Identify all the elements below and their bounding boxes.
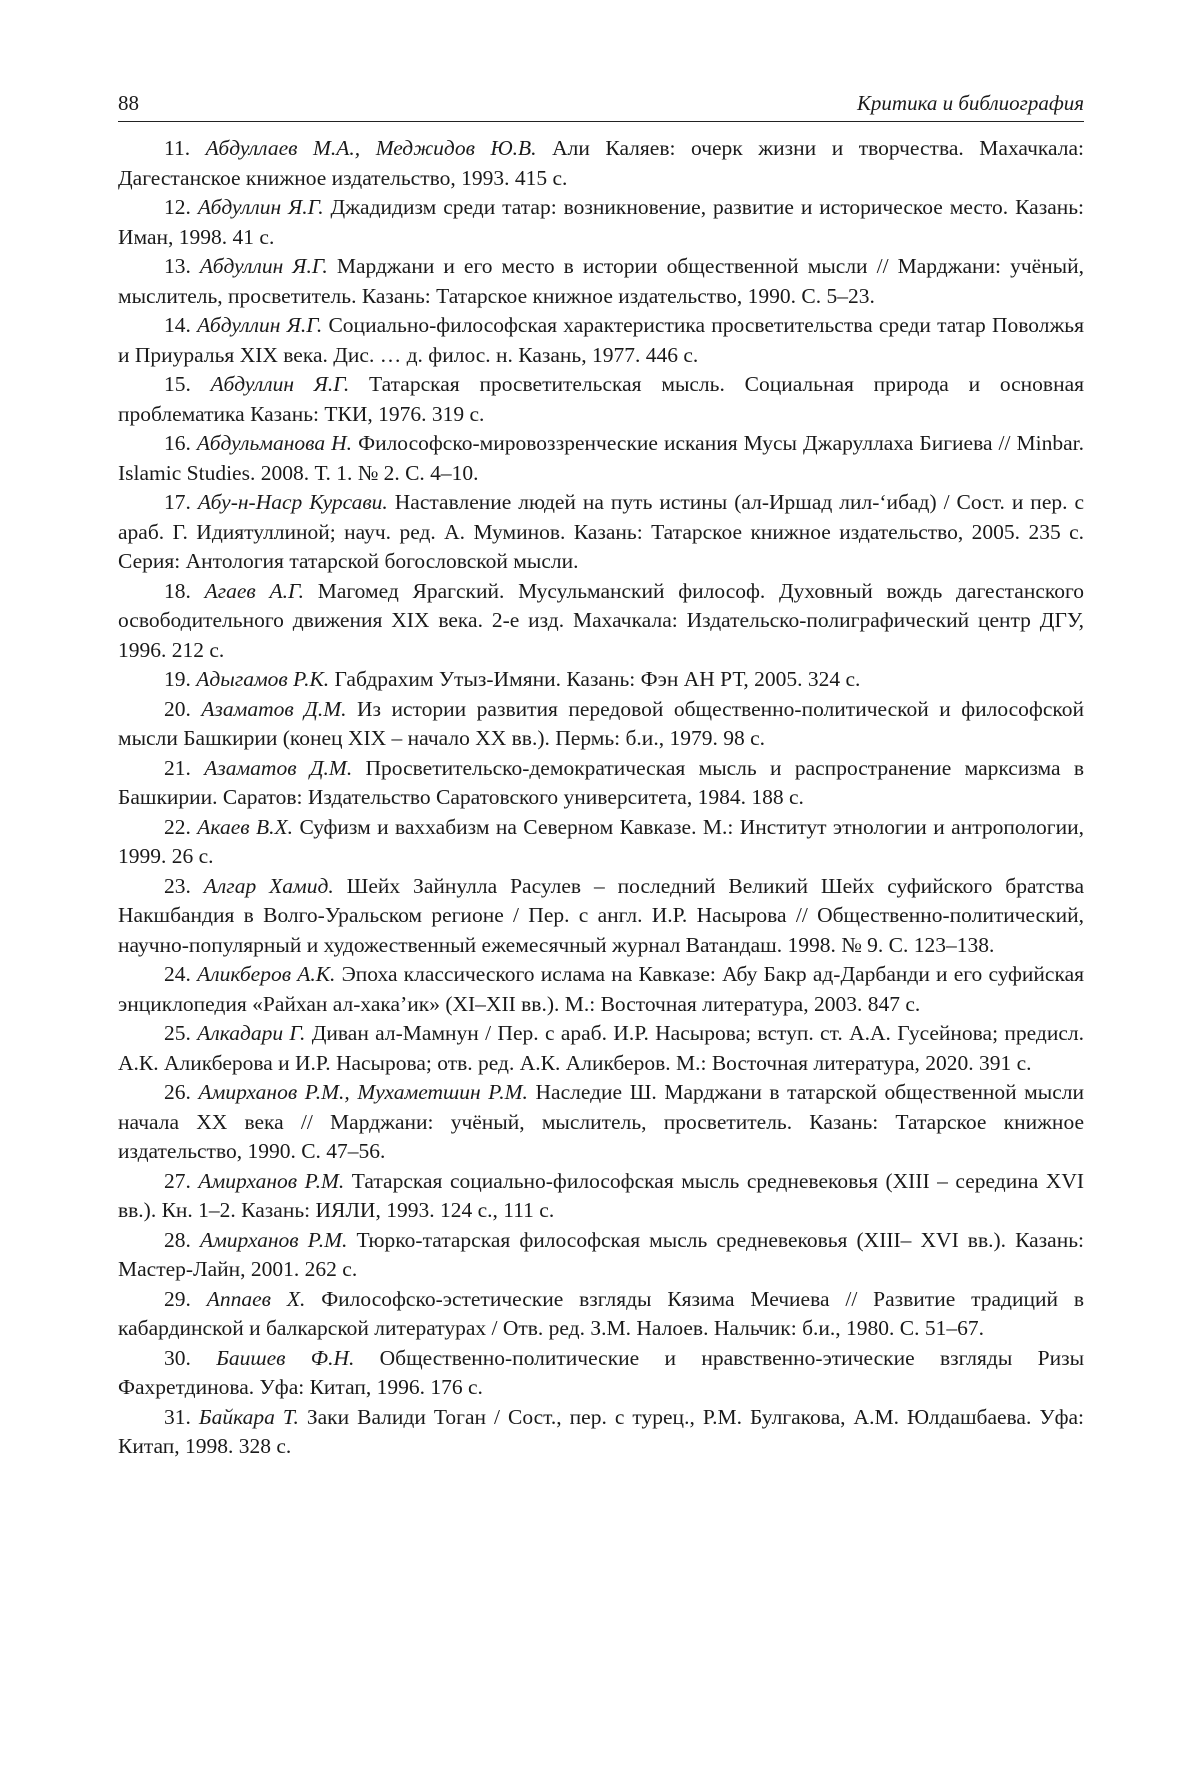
- document-page: [118, 88, 1084, 1462]
- bibliography-entry: [118, 1285, 1084, 1344]
- entry-text: Магомед Ярагский. Мусульманский философ. Духовный вождь дагестанского освободительного движения XIX века. 2-е изд. Махачкала: Издательско-полиграфический центр ДГУ, 1996. 212 с.: [118, 578, 1085, 662]
- entry-text: Просветительско-демократическая мысль и распространение марксизма в Башкирии. Саратов: Издательство Саратовского университета, 1984. 188 с.: [118, 755, 1084, 809]
- section-title: Критика и библиография: [856, 91, 1084, 115]
- bibliography-list: [118, 134, 1084, 1462]
- bibliography-entry: [118, 960, 1084, 1019]
- entry-text: Эпоха классического ислама на Кавказе: Абу Бакр ад-Дарбанди и его суфийская энциклопедия «Райхан ал-хака’ик» (XI–XII вв.). М.: Восточная литература, 2003. 847 с.: [118, 962, 1084, 1016]
- entry-number: 14.: [164, 313, 191, 337]
- entry-text: Философско-мировоззренческие искания Мусы Джаруллаха Бигиева // Minbar. Islamic Studies. 2008. Т. 1. № 2. С. 4–10.: [118, 431, 1085, 485]
- bibliography-entry: [118, 252, 1084, 311]
- entry-number: 16.: [164, 431, 191, 455]
- entry-text: Тюрко-татарская философская мысль средневековья (XIII– XVI вв.). Казань: Мастер-Лайн, 2001. 262 с.: [118, 1227, 1085, 1281]
- bibliography-entry: [118, 429, 1084, 488]
- bibliography-entry: [118, 1167, 1084, 1226]
- bibliography-entry: [118, 813, 1084, 872]
- entry-text: Татарская социально-философская мысль средневековья (XIII – середина XVI вв.). Кн. 1–2. Казань: ИЯЛИ, 1993. 124 с., 111 с.: [118, 1168, 1085, 1222]
- entry-author: Абу-н-Наср Курсави.: [197, 490, 388, 514]
- entry-text: Татарская просветительская мысль. Социальная природа и основная проблематика Казань: ТКИ, 1976. 319 с.: [118, 372, 1085, 426]
- entry-author: Абдульманова Н.: [196, 431, 353, 455]
- bibliography-entry: [118, 1226, 1084, 1285]
- entry-author: Абдуллин Я.Г.: [197, 313, 323, 337]
- entry-text: Общественно-политические и нравственно-этические взгляды Ризы Фахретдинова. Уфа: Китап, 1996. 176 с.: [118, 1345, 1085, 1399]
- bibliography-entry: [118, 1344, 1084, 1403]
- entry-author: Алкадари Г.: [197, 1021, 306, 1045]
- entry-author: Байкара Т.: [198, 1404, 299, 1429]
- entry-number: 28.: [164, 1227, 191, 1252]
- entry-author: Агаев А.Г.: [204, 578, 304, 603]
- entry-text: Философско-эстетические взгляды Кязима Мечиева // Развитие традиций в кабардинской и балкарской литературах / Отв. ред. З.М. Налоев. Нальчик: б.и., 1980. С. 51–67.: [118, 1286, 1084, 1340]
- entry-number: 23.: [164, 873, 191, 898]
- bibliography-entry: [118, 1403, 1084, 1462]
- bibliography-entry: [118, 134, 1084, 193]
- entry-number: 21.: [164, 755, 191, 780]
- entry-number: 31.: [164, 1404, 191, 1429]
- entry-author: Адыгамов Р.К.: [196, 667, 330, 691]
- entry-number: 24.: [164, 962, 191, 986]
- bibliography-entry: [118, 311, 1084, 370]
- bibliography-entry: [118, 872, 1084, 961]
- entry-author: Амирханов Р.М.: [198, 1168, 345, 1193]
- entry-text: Социально-философская характеристика просветительства среди татар Поволжья и Приуралья XIX века. Дис. … д. филос. н. Казань, 1977. 446 с.: [118, 313, 1085, 367]
- entry-author: Амирханов Р.М., Мухаметшин Р.М.: [198, 1080, 528, 1104]
- entry-number: 15.: [164, 372, 191, 396]
- bibliography-entry: [118, 1078, 1084, 1167]
- entry-author: Абдуллин Я.Г.: [197, 195, 324, 219]
- entry-text: Шейх Зайнулла Расулев – последний Великий Шейх суфийского братства Накшбандия в Волго-Уральском регионе / Пер. с англ. И.Р. Насырова // Общественно-политический, научно-популярный и художественный ежемесячный журнал Ватандаш. 1998. № 9. С. 123–138.: [118, 873, 1084, 957]
- entry-text: Из истории развития передовой общественно-политической и философской мысли Башкирии (конец XIX – начало XX вв.). Пермь: б.и., 1979. 98 с.: [118, 696, 1085, 750]
- entry-author: Абдуллин Я.Г.: [199, 254, 328, 278]
- bibliography-entry: [118, 488, 1084, 577]
- bibliography-entry: [118, 1019, 1084, 1078]
- entry-number: 20.: [164, 696, 191, 721]
- entry-number: 13.: [164, 254, 191, 278]
- bibliography-entry: [118, 695, 1084, 754]
- entry-number: 26.: [164, 1080, 191, 1104]
- entry-author: Амирханов Р.М.: [199, 1227, 348, 1252]
- page-number: 88: [118, 91, 139, 115]
- entry-number: 29.: [164, 1286, 191, 1311]
- entry-text: Наставление людей на путь истины (ал-Иршад лил-‘ибад) / Сост. и пер. с араб. Г. Идиятуллиной; науч. ред. А. Муминов. Казань: Татарское книжное издательство, 2005. 235 с. Серия: Антология татарской богословской мысли.: [118, 490, 1084, 573]
- bibliography-entry: [118, 193, 1084, 252]
- entry-number: 12.: [164, 195, 191, 219]
- entry-number: 18.: [164, 578, 191, 603]
- entry-text: Заки Валиди Тоган / Сост., пер. с турец., Р.М. Булгакова, А.М. Юлдашбаева. Уфа: Китап, 1998. 328 с.: [118, 1404, 1085, 1458]
- entry-text: Али Каляев: очерк жизни и творчества. Махачкала: Дагестанское книжное издательство, 1993. 415 с.: [118, 136, 1085, 190]
- bibliography-entry: [118, 754, 1084, 813]
- entry-author: Акаев В.Х.: [197, 814, 294, 839]
- entry-author: Баишев Ф.Н.: [216, 1345, 355, 1370]
- entry-number: 19.: [164, 667, 191, 691]
- entry-text: Суфизм и ваххабизм на Северном Кавказе. М.: Институт этнологии и антропологии, 1999. 26 с.: [118, 814, 1085, 868]
- running-header: [118, 88, 1084, 122]
- entry-number: 22.: [164, 814, 191, 839]
- entry-text: Марджани и его место в истории общественной мысли // Марджани: учёный, мыслитель, просветитель. Казань: Татарское книжное издательство, 1990. С. 5–23.: [118, 254, 1085, 308]
- entry-author: Азаматов Д.М.: [201, 696, 347, 721]
- entry-text: Наследие Ш. Марджани в татарской общественной мысли начала XX века // Марджани: учёный, мыслитель, просветитель. Казань: Татарское книжное издательство, 1990. С. 47–56.: [118, 1080, 1085, 1163]
- entry-author: Аликберов А.К.: [197, 962, 336, 986]
- entry-author: Абдуллаев М.А., Меджидов Ю.В.: [205, 136, 537, 160]
- entry-number: 30.: [164, 1345, 191, 1370]
- entry-author: Абдуллин Я.Г.: [210, 372, 350, 396]
- entry-author: Алгар Хамид.: [203, 873, 334, 898]
- bibliography-entry: [118, 370, 1084, 429]
- bibliography-entry: [118, 665, 1084, 695]
- entry-number: 25.: [164, 1021, 191, 1045]
- entry-text: Джадидизм среди татар: возникновение, развитие и историческое место. Казань: Иман, 1998. 41 с.: [118, 195, 1085, 249]
- entry-number: 17.: [164, 490, 191, 514]
- entry-text: Габдрахим Утыз-Имяни. Казань: Фэн АН РТ, 2005. 324 с.: [334, 667, 861, 691]
- entry-author: Азаматов Д.М.: [204, 755, 353, 780]
- bibliography-entry: [118, 577, 1084, 666]
- entry-author: Аппаев Х.: [206, 1286, 306, 1311]
- entry-number: 27.: [164, 1168, 191, 1193]
- entry-number: 11.: [164, 136, 191, 160]
- entry-text: Диван ал-Мамнун / Пер. с араб. И.Р. Насырова; вступ. ст. А.А. Гусейнова; предисл. А.К. Аликберова и И.Р. Насырова; отв. ред. А.К. Аликберов. М.: Восточная литература, 2020. 391 с.: [118, 1021, 1084, 1075]
